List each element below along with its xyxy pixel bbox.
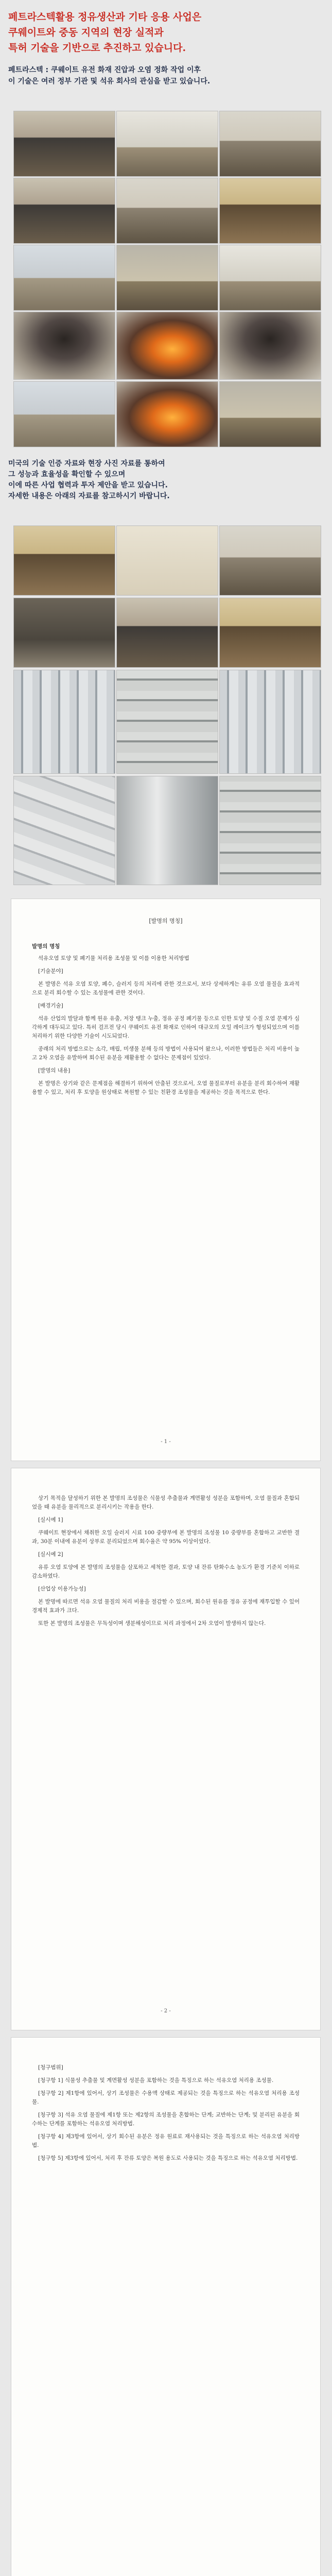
page-header: [발명의 명칭] xyxy=(149,918,183,924)
paragraph: [기술분야] xyxy=(38,968,63,974)
photo-burn xyxy=(116,381,218,447)
paragraph: [청구항 2] 제1항에 있어서, 상기 조성물은 수용액 상태로 제공되는 것을 특징으로 하는 석유오염 처리용 조성물. xyxy=(32,2090,300,2105)
photo-tank xyxy=(116,776,218,885)
photo-plaque xyxy=(116,526,218,596)
photo-well-head xyxy=(13,381,115,447)
paragraph: 유류 오염 토양에 본 발명의 조성물을 살포하고 세척한 결과, 토양 내 잔류 탄화수소 농도가 환경 기준치 이하로 감소하였다. xyxy=(32,1564,300,1579)
photo-crowd xyxy=(116,598,218,668)
intro-paragraph-2: 미국의 기술 인증 자료와 현장 사진 자료를 통하여 그 성능과 효율성을 확인할 수 있으며 이에 따른 사업 협력과 투자 제안을 받고 있습니다. 자세한 내용은 아래의 자료를 참고하시기 바랍니다. xyxy=(8,460,170,500)
paragraph: [실시예 2] xyxy=(38,1551,63,1557)
photo-pipe-1 xyxy=(13,776,115,885)
photo-ceremony xyxy=(13,598,115,668)
paragraph: [산업상 이용가능성] xyxy=(38,1586,86,1592)
photo-pipe-2 xyxy=(219,776,321,885)
photo-field-meeting xyxy=(13,111,115,177)
photo-oil-well xyxy=(219,312,321,380)
photo-group-2 xyxy=(116,178,218,244)
paragraph: 또한 본 발명의 조성물은 무독성이며 생분해성이므로 처리 과정에서 2차 오염이 발생하지 않는다. xyxy=(38,1620,266,1626)
paragraph: 종래의 처리 방법으로는 소각, 매립, 미생물 분해 등의 방법이 사용되어 왔으나, 이러한 방법들은 처리 비용이 높고 2차 오염을 유발하며 회수된 유분을 재활용할 수 없다는 문제점이 있었다. xyxy=(32,1046,300,1061)
section-title: 발명의 명칭 xyxy=(32,943,60,950)
photo-group-1 xyxy=(13,178,115,244)
photo-plant-2 xyxy=(116,670,218,774)
paragraph: [청구항 5] 제3항에 있어서, 처리 후 잔류 토양은 복원 용도로 사용되는 것을 특징으로 하는 석유오염 처리방법. xyxy=(38,2155,298,2161)
photo-handshake xyxy=(219,111,321,177)
photo-officials xyxy=(219,526,321,596)
photo-desert-2 xyxy=(116,245,218,311)
photo-plant-1 xyxy=(13,670,115,774)
intro-paragraph-1: 페트라스텍 : 쿠웨이트 유전 화재 진압과 오염 정화 작업 이후 이 기술은 여러 정부 기관 및 석유 회사의 관심을 받고 있습니다. xyxy=(8,66,211,86)
document-page-3 xyxy=(11,2038,320,2576)
paragraph: 본 발명은 석유 오염 토양, 폐수, 슬러지 등의 처리에 관한 것으로서, 보다 상세하게는 유류 오염 물질을 효과적으로 분리 회수할 수 있는 조성물에 관한 것이다. xyxy=(32,981,300,996)
paragraph: [청구항 1] 식물성 추출물 및 계면활성 성분을 포함하는 것을 특징으로 하는 석유오염 처리용 조성물. xyxy=(38,2077,274,2083)
photo-banquet xyxy=(13,526,115,596)
photo-lake xyxy=(219,381,321,447)
photo-plant-3 xyxy=(219,670,321,774)
photo-desert-1 xyxy=(13,245,115,311)
paragraph: 쿠웨이트 현장에서 채취한 오일 슬러지 시료 100 중량부에 본 발명의 조성물 10 중량부를 혼합하고 교반한 결과, 30분 이내에 유분이 상부로 분리되었으며 회수율은 약 95% 이상이었다. xyxy=(32,1530,300,1545)
document-page-2 xyxy=(11,1468,320,2030)
paragraph: [청구항 3] 석유 오염 물질에 제1항 또는 제2항의 조성물을 혼합하는 단계; 교반하는 단계; 및 분리된 유분을 회수하는 단계를 포함하는 석유오염 처리방법. xyxy=(32,2112,300,2127)
paragraph: 상기 목적을 달성하기 위한 본 발명의 조성물은 식물성 추출물과 계면활성 성분을 포함하며, 오염 물질과 혼합되었을 때 유분을 물리적으로 분리시키는 작용을 한다. xyxy=(32,1495,300,1510)
invention-title: 석유오염 토양 및 폐기물 처리용 조성물 및 이를 이용한 처리방법 xyxy=(38,955,189,961)
paragraph: [발명의 내용] xyxy=(38,1067,71,1074)
photo-group-3 xyxy=(219,178,321,244)
page-number: - 1 - xyxy=(161,1439,171,1445)
paragraph: 석유 산업의 발달과 함께 원유 유출, 저장 탱크 누출, 정유 공정 폐기물 등으로 인한 토양 및 수질 오염 문제가 심각하게 대두되고 있다. 특히 걸프전 당시 쿠웨이트 유전 화재로 인하여 대규모의 오일 레이크가 형성되었으며 이를 처리하기 위한 다양한 기술이 시도되었다. xyxy=(32,1015,300,1039)
document-page-1 xyxy=(11,899,320,1461)
paragraph: 본 발명은 상기와 같은 문제점을 해결하기 위하여 안출된 것으로서, 오염 물질로부터 유분을 분리 회수하여 재활용할 수 있고, 처리 후 토양을 원상태로 복원할 수 있는 친환경 조성물을 제공하는 것을 목적으로 한다. xyxy=(32,1080,300,1095)
paragraph: [청구범위] xyxy=(38,2064,63,2071)
photo-field-site xyxy=(116,111,218,177)
photo-oil-fire xyxy=(116,312,218,380)
page-number: - 2 - xyxy=(161,2008,171,2014)
photo-desert-3 xyxy=(219,245,321,311)
paragraph: [청구항 4] 제3항에 있어서, 상기 회수된 유분은 정유 원료로 재사용되는 것을 특징으로 하는 석유오염 처리방법. xyxy=(32,2133,300,2148)
photo-oil-smoke xyxy=(13,312,115,380)
paragraph: 본 발명에 따르면 석유 오염 물질의 처리 비용을 절감할 수 있으며, 회수된 원유를 정유 공정에 재투입할 수 있어 경제적 효과가 크다. xyxy=(32,1599,300,1614)
intro-headline: 페트라스텍활용 정유생산과 기타 응용 사업은 쿠웨이트와 중동 지역의 현장 실적과 특허 기술을 기반으로 추진하고 있습니다. xyxy=(8,11,202,54)
paragraph: [배경기술] xyxy=(38,1003,63,1009)
paragraph: [실시예 1] xyxy=(38,1517,63,1523)
photo-signing xyxy=(219,598,321,668)
